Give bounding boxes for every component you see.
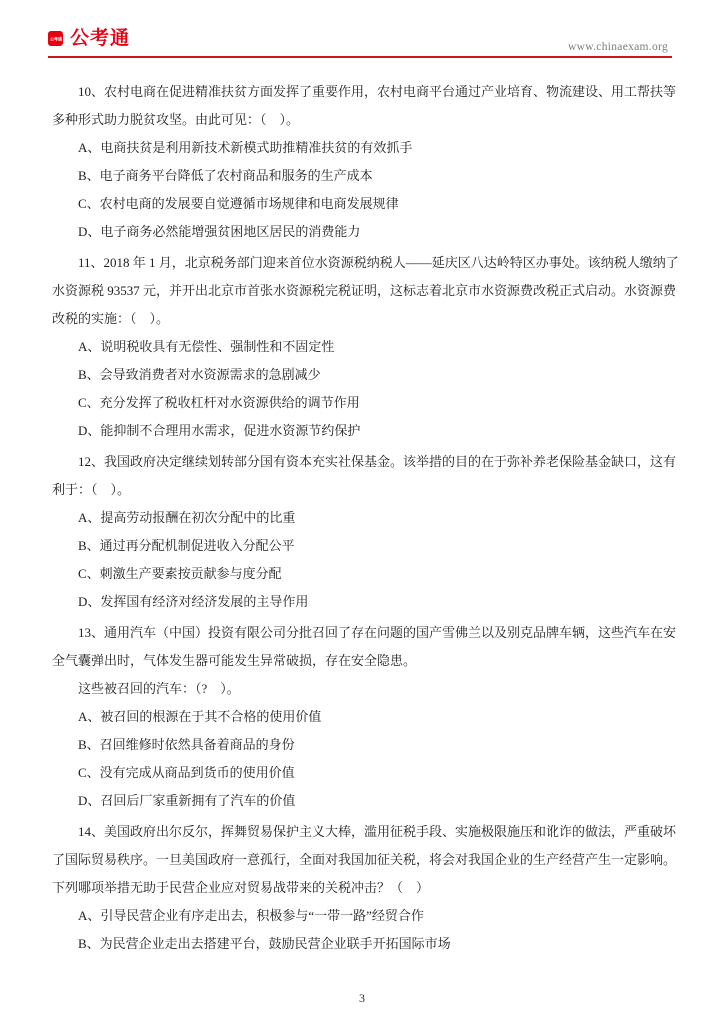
header-divider xyxy=(48,56,672,58)
question-11-option-D: D、能抑制不合理用水需求，促进水资源节约保护 xyxy=(78,423,361,438)
question-11-option-C: C、充分发挥了税收杠杆对水资源供给的调节作用 xyxy=(78,395,360,410)
page-number: 3 xyxy=(359,991,365,1005)
question-10-option-D: D、电子商务必然能增强贫困地区居民的消费能力 xyxy=(78,224,361,239)
question-13-stem-line: 全气囊弹出时，气体发生器可能发生异常破损，存在安全隐患。 xyxy=(52,653,417,668)
question-12-stem-line: 12、我国政府决定继续划转部分国有资本充实社保基金。该举措的目的在于弥补养老保险基金缺口，这有 xyxy=(78,454,677,469)
question-11-option-B: B、会导致消费者对水资源需求的急剧减少 xyxy=(78,367,321,382)
question-12-option-C: C、刺激生产要素按贡献参与度分配 xyxy=(78,566,282,581)
question-12-option-B: B、通过再分配机制促进收入分配公平 xyxy=(78,538,295,553)
website-url: www.chinaexam.org xyxy=(568,41,668,53)
question-10-stem-line: 多种形式助力脱贫攻坚。由此可见：（ ）。 xyxy=(52,112,300,127)
question-11-stem-line: 11、2018 年 1 月，北京税务部门迎来首位水资源税纳税人——延庆区八达岭特区办事处。该纳税人缴纳了 xyxy=(78,255,679,270)
question-13-stem-line: 13、通用汽车（中国）投资有限公司分批召回了存在问题的国产雪佛兰以及别克品牌车辆，这些汽车在安 xyxy=(78,625,677,640)
logo-text: 公考通 xyxy=(70,28,131,49)
question-block-12 xyxy=(52,448,682,616)
question-block-13 xyxy=(52,619,682,815)
questions-container xyxy=(52,78,682,958)
question-11-stem-line: 改税的实施：（ ）。 xyxy=(52,311,170,326)
question-11-option-A: A、说明税收具有无偿性、强制性和不固定性 xyxy=(78,339,335,354)
question-10-stem-line: 10、农村电商在促进精准扶贫方面发挥了重要作用，农村电商平台通过产业培育、物流建设、用工帮扶等 xyxy=(78,84,677,99)
question-10-option-C: C、农村电商的发展要自觉遵循市场规律和电商发展规律 xyxy=(78,196,399,211)
question-13-option-D: D、召回后厂家重新拥有了汽车的价值 xyxy=(78,793,296,808)
question-block-11 xyxy=(52,249,682,445)
question-14-option-A: A、引导民营企业有序走出去，积极参与“一带一路”经贸合作 xyxy=(78,908,424,923)
question-14-stem-line: 了国际贸易秩序。一旦美国政府一意孤行，全面对我国加征关税，将会对我国企业的生产经营产生一定影响。 xyxy=(52,852,677,867)
question-11-stem-line: 水资源税 93537 元，并开出北京市首张水资源税完税证明，这标志着北京市水资源费改税正式启动。水资源费 xyxy=(52,283,677,298)
question-12-option-D: D、发挥国有经济对经济发展的主导作用 xyxy=(78,594,309,609)
question-12-option-A: A、提高劳动报酬在初次分配中的比重 xyxy=(78,510,296,525)
question-14-stem-line: 14、美国政府出尔反尔，挥舞贸易保护主义大棒，滥用征税手段、实施极限施压和讹诈的做法，严重破坏 xyxy=(78,824,677,839)
gongkaotong-logo-icon xyxy=(48,31,63,46)
question-10-option-A: A、电商扶贫是利用新技术新模式助推精准扶贫的有效抓手 xyxy=(78,140,413,155)
question-13-option-B: B、召回维修时依然具备着商品的身份 xyxy=(78,737,295,752)
question-14-option-B: B、为民营企业走出去搭建平台，鼓励民营企业联手开拓国际市场 xyxy=(78,936,451,951)
logo xyxy=(48,29,130,48)
question-13-stem-line: 这些被召回的汽车：（? ）。 xyxy=(78,681,240,696)
question-12-stem-line: 利于：（ ）。 xyxy=(52,482,131,497)
question-13-option-A: A、被召回的根源在于其不合格的使用价值 xyxy=(78,709,322,724)
question-10-option-B: B、电子商务平台降低了农村商品和服务的生产成本 xyxy=(78,168,373,183)
question-block-14 xyxy=(52,818,682,958)
question-block-10 xyxy=(52,78,682,246)
question-13-option-C: C、没有完成从商品到货币的使用价值 xyxy=(78,765,295,780)
question-14-stem-line: 下列哪项举措无助于民营企业应对贸易战带来的关税冲击？（ ） xyxy=(52,880,430,895)
logo-badge-text: 公考通 xyxy=(49,37,62,42)
